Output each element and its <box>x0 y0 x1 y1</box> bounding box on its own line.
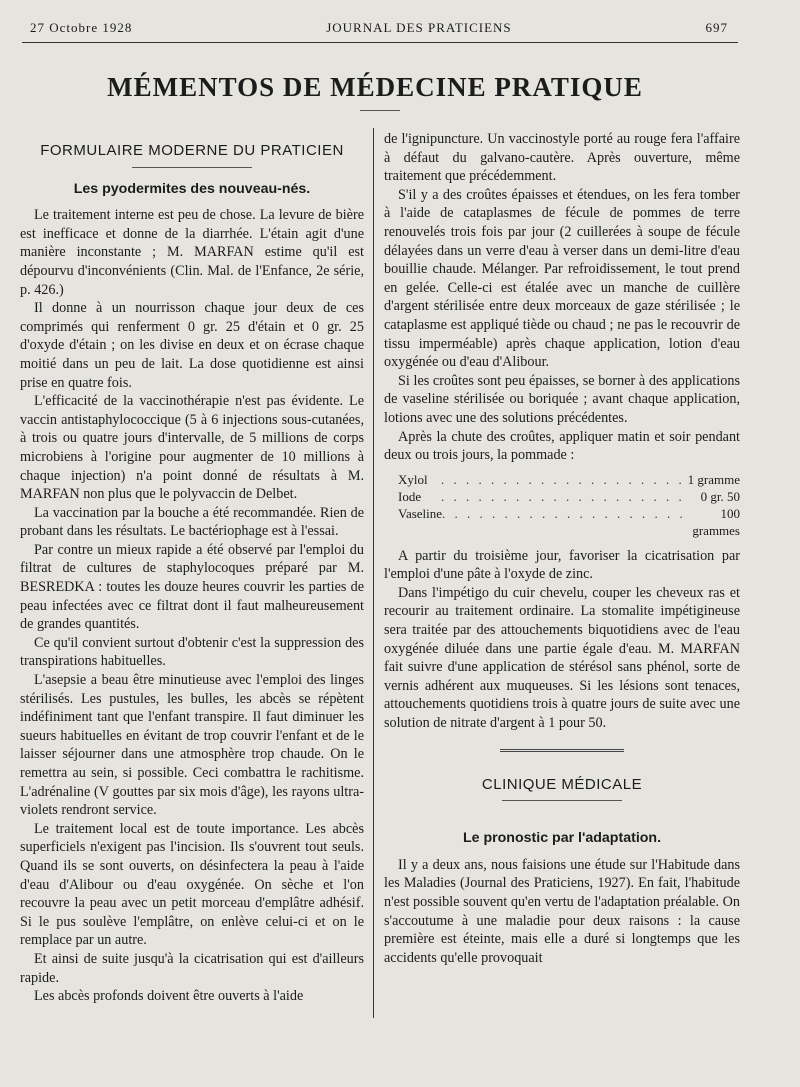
double-rule-divider <box>500 749 624 754</box>
article-subheading: Le pronostic par l'adaptation. <box>462 830 662 847</box>
paragraph: A partir du troisième jour, favoriser la cicatrisation par l'emploi d'une pâte à l'oxyde de zinc. <box>384 547 740 583</box>
section-heading-formulaire: FORMULAIRE MODERNE DU PRATICIEN <box>40 142 344 159</box>
header-journal: JOURNAL DES PRATICIENS <box>326 20 512 35</box>
paragraph: Ce qu'il convient surtout d'obtenir c'est la suppression des transpirations habituelles. <box>20 634 364 670</box>
dot-leader: . . . . . . . . . . . . . . . . . . . . <box>441 488 685 504</box>
paragraph: Il donne à un nourrisson chaque jour deux de ces comprimés qui renferment 0 gr. 25 d'étain et 0 gr. 25 d'oxyde d'étain ; on les divise en deux et on écrase chaque moitié dans un peu de lait. La dose quotidienne est ainsi prise en quatre fois. <box>20 300 364 391</box>
right-column <box>384 130 740 967</box>
paragraph: Le traitement local est de toute importance. Les abcès superficiels n'exigent pas l'incision. Ils s'ouvrent tout seuls. Quand ils se sont ouverts, on désinfectera la peau à l'aide d'eau d'Alibour ou d'eau oxygénée. On sèche et l'on recouvre la peau avec un petit morceau d'emplâtre adhésif. Si le pus soulève l'emplâtre, on enlève celui-ci et on le remplace par un autre. <box>20 820 364 949</box>
formula-quantity: 1 gramme <box>687 471 740 487</box>
formula-ingredient: Iode <box>398 488 422 504</box>
dot-leader: . . . . . . . . . . . . . . . . . . . . <box>441 471 685 487</box>
paragraph: Les abcès profonds doivent être ouverts à l'aide <box>34 988 304 1005</box>
running-head <box>30 20 728 36</box>
title-divider <box>360 110 400 111</box>
header-page-number: 697 <box>705 20 728 35</box>
formula-ingredient: Vaseline <box>398 505 443 521</box>
section-rule <box>502 800 622 801</box>
left-column <box>20 130 364 1006</box>
paragraph: Il y a deux ans, nous faisions une étude sur l'Habitude dans les Maladies (Journal des Praticiens, 1927). En fait, l'habitude n'est possible souvent qu'en vertu de l'adaptation préalable. On s'accoutume à une maladie pour deux raisons : la cause première est éteinte, mais elle a duré si longtemps que les accidents qu'elle provoquait <box>384 856 740 966</box>
formula-row <box>398 505 740 539</box>
paragraph: La vaccination par la bouche a été recommandée. Rien de probant dans les résultats. Le bactériophage est à l'essai. <box>20 504 364 540</box>
page-title: MÉMENTOS DE MÉDECINE PRATIQUE <box>107 72 643 102</box>
dot-leader: . . . . . . . . . . . . . . . . . . . . <box>442 505 686 521</box>
paragraph: Dans l'impétigo du cuir chevelu, couper les cheveux ras et recourir au traitement ordinaire. La stomalite impétigineuse sera traitée par des attouchements biquotidiens avec de l'eau oxygénée diluée dans une partie égale d'eau. M. MARFAN fait suivre d'une application de stérésol sans phénol, sorte de vernis adhérent aux muqueuses. Si les lésions sont tenaces, attouchements quotidiens trois à quatre jours de suite avec une solution de nitrate d'argent à 1 pour 50. <box>384 584 740 732</box>
formula-row <box>398 488 740 505</box>
header-date: 27 Octobre 1928 <box>30 20 133 35</box>
formula-quantity: 100 grammes <box>692 505 740 538</box>
paragraph: de l'ignipuncture. Un vaccinostyle porté au rouge fera l'affaire à défaut du galvano-cautère. Après ouverture, même traitement que précédemment. <box>384 131 740 185</box>
article-subheading: Les pyodermites des nouveau-nés. <box>73 180 311 197</box>
formula-ingredient: Xylol <box>398 471 428 487</box>
paragraph: L'asepsie a beau être minutieuse avec l'emploi des linges stérilisés. Les pustules, les bulles, les abcès se répètent indéfiniment tant que l'enfant transpire. Il faut diminuer les sueurs habituelles en évitant de trop couvrir l'enfant et de le laisser séjourner dans une atmosphère trop chaude. On le remettra au sein, si possible. Ceci combattra le rachitisme. L'adrénaline (V gouttes par six mois d'âge), les rayons ultra-violets rendront service. <box>20 672 364 819</box>
formula-row <box>398 471 740 488</box>
header-rule <box>22 42 738 43</box>
section-heading-clinique: CLINIQUE MÉDICALE <box>481 775 643 793</box>
paragraph: Par contre un mieux rapide a été observé par l'emploi du filtrat de cultures de staphylocoques préparé par M. BESREDKA : toutes les douze heures couvrir les parties de peau infectées avec ce filtrat dont il faut malheureusement de grandes quantités. <box>20 541 364 633</box>
formula-table <box>398 471 740 539</box>
paragraph: Et ainsi de suite jusqu'à la cicatrisation qui est d'ailleurs rapide. <box>20 950 364 986</box>
paragraph: Après la chute des croûtes, appliquer matin et soir pendant deux ou trois jours, la pommade : <box>384 428 740 464</box>
paragraph: S'il y a des croûtes épaisses et étendues, on les fera tomber à l'aide de cataplasmes de fécule de pommes de terre renouvelés trois fois par jour (2 cuillerées à soupe de fécule délayées dans un verre d'eau à verser dans un demi-litre d'eau bouillie chaude. Mélanger. Par refroidissement, le tout prend en gelée. Celle-ci est étalée avec un manche de cuillère d'argent stérilisée entre deux morceaux de gaze stérilisée ; le cataplasme est appliqué tiède ou chaud ; ne pas le recouvrir de tissu imperméable) après chaque application, lotion d'eau oxygénée ou d'eau d'Alibour. <box>384 186 740 371</box>
paragraph: Le traitement interne est peu de chose. La levure de bière est inefficace et donne de la diarrhée. L'étain agit d'une manière inconstante ; M. MARFAN estime qu'il est dépourvu d'inconvénients (Clin. Mal. de l'Enfance, 2e série, p. 426.) <box>20 207 364 298</box>
column-divider <box>373 128 374 1018</box>
formula-quantity: 0 gr. 50 <box>700 488 740 504</box>
paragraph: Si les croûtes sont peu épaisses, se borner à des applications de vaseline stérilisée ou boriquée ; avant chaque application, lotions avec une des solutions précédentes. <box>384 372 740 426</box>
section-rule <box>132 167 252 168</box>
paragraph: L'efficacité de la vaccinothérapie n'est pas évidente. Le vaccin antistaphylococcique (5 à 6 injections sous-cutanées, à trois ou quatre jours d'intervalle, de 5 millions de corps microbiens à l'origine pour augmenter de 10 millions à chaque injection) n'a point donné de résultats à M. MARFAN non plus que le polyvaccin de Delbet. <box>20 393 364 503</box>
